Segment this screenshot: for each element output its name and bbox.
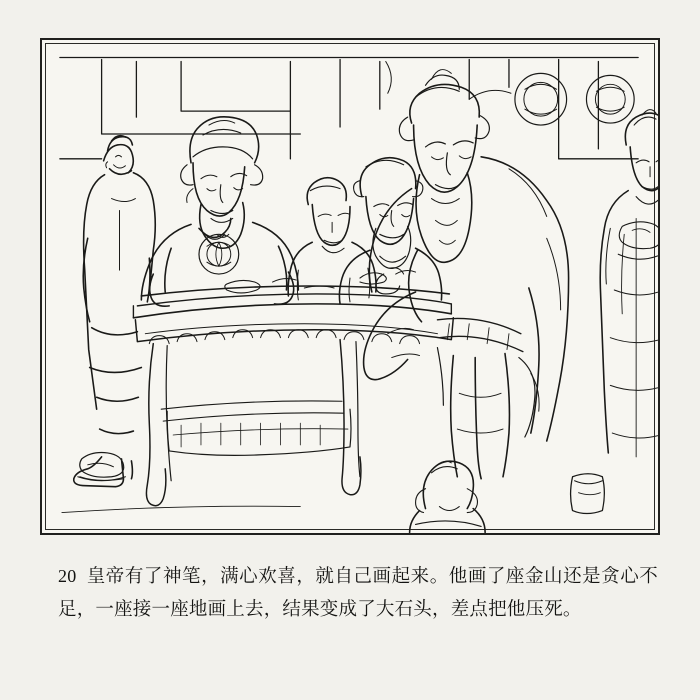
attendant-behind-table	[288, 178, 376, 300]
carved-table	[133, 271, 453, 506]
court-lady-right	[600, 110, 658, 457]
floor-props	[62, 453, 604, 514]
seated-emperor	[141, 117, 298, 306]
caption	[58, 561, 658, 626]
bearded-minister	[364, 70, 569, 479]
caption-text: 皇帝有了神笔，满心欢喜，就自己画起来。他画了座金山还是贪心不足，一座接一座地画上去，结果变成了大石头，差点把他压死。	[58, 566, 658, 620]
screen-panel	[60, 57, 638, 158]
illustration-artwork	[42, 40, 658, 533]
caption-number: 20	[58, 566, 77, 586]
illustration-frame	[40, 38, 660, 535]
standing-attendant-left	[74, 136, 156, 487]
kneeling-servant	[410, 461, 486, 532]
